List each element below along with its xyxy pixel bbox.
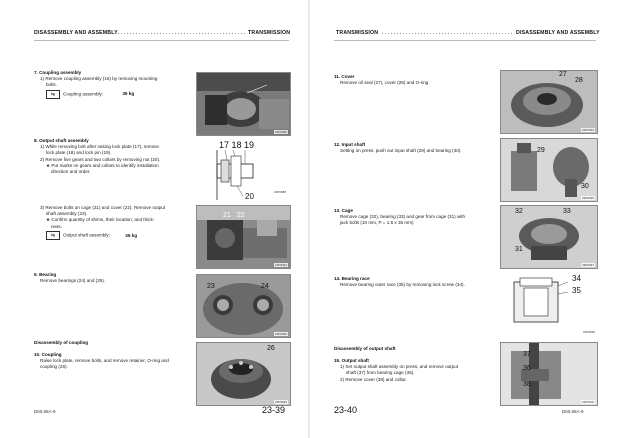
photo-4-callout-b: 24 <box>261 283 269 290</box>
step-9-line1: Remove bearings (24) and (25). <box>40 278 106 284</box>
step-7-line2: bolts. <box>46 82 57 88</box>
photo-5-callout: 26 <box>267 345 275 352</box>
step-8-line4: ★ Put marks on gears and collars to identify installation <box>46 162 159 168</box>
step-8-line1: 1) While removing bolt after raising lock plate (17), remove <box>40 144 159 150</box>
step-8-3-line3: ★ Confirm quantity of shims, their location, and thick- <box>46 217 155 223</box>
photo-coupling <box>196 342 291 406</box>
photo-3-caption: 23P0091 <box>274 263 287 267</box>
step-14 <box>334 276 499 288</box>
photo-4-callout-a: 23 <box>207 283 215 290</box>
step-10-heading: 10. Coupling <box>34 352 62 357</box>
step-8-3-torque-value: 35 kg <box>125 232 138 238</box>
photo-5-caption: 23P0093 <box>274 400 287 404</box>
step-10 <box>34 352 194 371</box>
photo-r5-callout-b: 36 <box>523 365 531 372</box>
step-8 <box>34 138 194 175</box>
step-8-line3: 2) Remove five gears and two collars by removing nut (20). <box>40 156 161 162</box>
diagram-r4-callout-a: 34 <box>572 274 581 283</box>
step-7-torque <box>34 90 194 99</box>
right-page-number: 23-40 <box>334 405 358 415</box>
photo-r5-callout-a: 37 <box>523 351 531 358</box>
photo-2-caption: 23P0088 <box>273 190 286 194</box>
photo-coupling-assembly-image <box>197 73 290 135</box>
step-7-line1: 1) Remove coupling assembly (16) by removing mounting <box>40 76 158 82</box>
step-15 <box>334 358 504 383</box>
photo-3-callout-b: 22 <box>237 212 245 219</box>
diagram-callout-bottom: 20 <box>245 192 254 201</box>
step-12-line1: Setting on press, push out input shaft (29) and bearing (30). <box>340 148 462 154</box>
photo-3-callout-a: 21 <box>223 212 231 219</box>
photo-r3-caption: 23P0097 <box>581 263 594 267</box>
photo-cage-cover <box>196 205 291 269</box>
diagram-output-shaft <box>205 140 289 202</box>
step-7-torque-label: Coupling assembly: <box>63 91 104 97</box>
photo-r2-caption: 23P0095 <box>581 196 594 200</box>
left-header-chapter: TRANSMISSION <box>248 30 291 36</box>
photo-r3-callout-c: 31 <box>515 246 523 253</box>
step-12-heading: 12. Input shaft <box>334 142 366 147</box>
photo-bearings <box>196 274 291 338</box>
photo-coupling-image <box>197 343 290 405</box>
step-11-line1: Remove oil seal (27), cover (28) and O-ring <box>340 80 429 86</box>
right-page <box>310 0 620 438</box>
photo-1-caption: 23P0086 <box>274 130 287 134</box>
step-15-line3: 2) Remove cover (38) and collar. <box>340 376 407 382</box>
photo-4-caption: 23P0092 <box>274 332 287 336</box>
photo-r1-callout-a: 27 <box>559 71 567 78</box>
step-8-3-torque <box>34 231 194 240</box>
diagram-callouts-top: 17 18 19 <box>219 140 255 150</box>
step-7-torque-value: 35 kg <box>122 91 135 97</box>
step-13-heading: 13. Cage <box>334 208 353 213</box>
photo-cover <box>500 70 598 134</box>
step-8-line5: direction and order. <box>51 169 91 175</box>
left-page-number: 23-39 <box>262 405 286 415</box>
left-subsection-heading: Disassembly of coupling <box>34 340 89 345</box>
photo-cage <box>500 205 598 269</box>
step-8-3-line1: 3) Remove bolts on cage (21) and cover (22). Remove output <box>40 205 166 210</box>
step-8-3-torque-label: Output shaft assembly: <box>63 232 110 238</box>
step-12 <box>334 142 499 154</box>
photo-r2-callout-a: 29 <box>537 147 545 154</box>
right-subsection-heading: Disassembly of output shaft <box>334 346 396 351</box>
photo-output-shaft-image <box>501 343 597 405</box>
right-header-rule <box>382 33 512 34</box>
photo-input-shaft-image <box>501 139 597 201</box>
right-header-chapter: TRANSMISSION <box>336 30 379 36</box>
step-13 <box>334 208 499 227</box>
left-header-rule <box>118 33 246 34</box>
step-9-heading: 9. Bearing <box>34 272 57 277</box>
step-14-line1: Remove bearing outer race (35) by removing lock screw (34). <box>340 282 465 288</box>
step-10-line2: coupling (26). <box>40 364 68 370</box>
diagram-bearing-race-drawing <box>506 272 572 328</box>
step-15-line1: 1) Set output shaft assembly on press, and remove output <box>340 364 458 370</box>
photo-r4-caption: 23P0099 <box>582 330 595 334</box>
step-8-heading: 8. Output shaft assembly <box>34 138 89 143</box>
step-7-heading: 7. Coupling assembly <box>34 70 82 75</box>
step-13-line1: Remove cage (32), bearing (33) and gear from cage (31) with <box>340 214 466 220</box>
photo-cage-image <box>501 206 597 268</box>
photo-coupling-assembly <box>196 72 291 136</box>
left-footer-code: D60,65A-9 <box>34 409 56 414</box>
step-15-heading: 15. Output shaft <box>334 358 369 363</box>
left-header-section: DISASSEMBLY AND ASSEMBLY <box>34 30 118 36</box>
step-14-heading: 14. Bearing race <box>334 276 370 281</box>
photo-r5-caption: 23P0100 <box>581 400 594 404</box>
step-13-line2: jack bolts (10 mm, P = 1.5 x 35 mm) <box>340 220 414 226</box>
right-footer-code: D60,65A-9 <box>562 409 584 414</box>
torque-wrench-icon: kg <box>46 231 60 240</box>
photo-output-shaft <box>500 342 598 406</box>
photo-r2-callout-b: 30 <box>581 183 589 190</box>
photo-input-shaft <box>500 138 598 202</box>
photo-r3-callout-a: 32 <box>515 208 523 215</box>
photo-r5-callout-c: 38 <box>523 381 531 388</box>
photo-r1-caption: 23P0094 <box>581 128 594 132</box>
diagram-r4-callout-b: 35 <box>572 286 581 295</box>
torque-wrench-icon: kg <box>46 90 60 99</box>
step-15-line2: shaft (37) from bearing cage (36). <box>346 370 415 376</box>
step-8-line2: lock plate (18) and lock pin (19). <box>46 150 112 156</box>
left-header-underline <box>34 40 289 41</box>
step-11-heading: 11. Cover <box>334 74 355 79</box>
photo-r1-callout-b: 28 <box>575 77 583 84</box>
right-header-section: DISASSEMBLY AND ASSEMBLY <box>516 30 600 36</box>
step-8-3-line4: ness. <box>51 223 62 229</box>
step-9 <box>34 272 194 284</box>
photo-r3-callout-b: 33 <box>563 208 571 215</box>
step-8-3-line2: shaft assembly (23). <box>46 211 88 217</box>
right-header-underline <box>334 40 596 41</box>
step-10-line1: Raise lock plate, remove bolts, and remove retainer, O-ring and <box>40 358 169 364</box>
step-8-3 <box>34 205 194 240</box>
step-11 <box>334 74 494 86</box>
step-7 <box>34 70 194 99</box>
diagram-bearing-race <box>506 272 596 334</box>
